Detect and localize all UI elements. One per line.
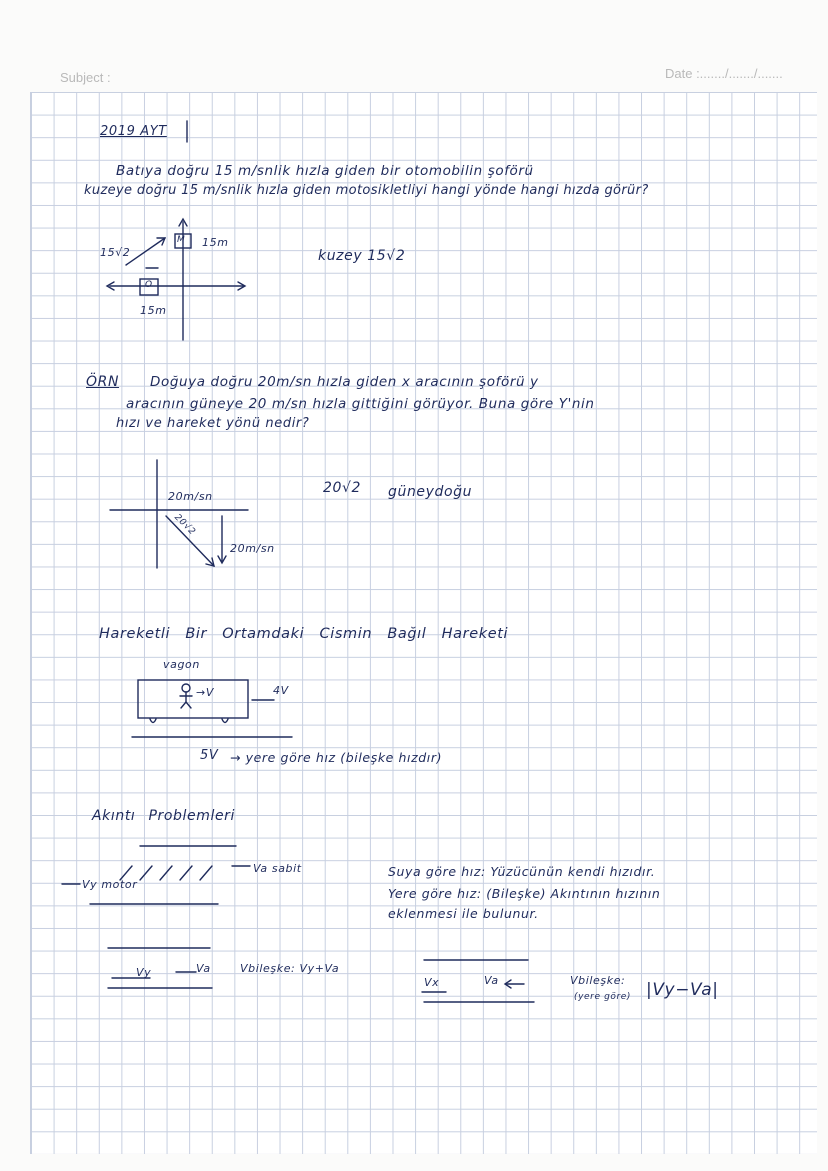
section3-title: Hareketli Bir Ortamdaki Cismin Bağıl Hareketi [99,626,509,642]
section3-person-velocity: →V [196,686,214,699]
section3-summary-value: 5V [200,748,219,763]
section4-def-line2: Yere göre hız: (Bileşke) Akıntının hızının [388,886,661,901]
section1-answer: kuzey 15√2 [318,248,406,264]
section2-east-label: 20m/sn [168,490,213,503]
s1-box-o [140,279,158,295]
section2-resultant-label: 20√2 [172,512,198,538]
river-hatch-3 [160,866,172,880]
river-hatch-2 [140,866,152,880]
section2-line1: Doğuya doğru 20m/sn hızla giden x aracının şoförü y [150,374,539,390]
section2-line2: aracının güneye 20 m/sn hızla gittiğini görüyor. Buna göre Y'nin [126,396,595,412]
s2-resultant [166,516,214,566]
section3-wagon-label: vagon [163,658,200,671]
section4-case2-formula-note: (yere göre) [574,992,632,1002]
section3-wagon-velocity: 4V [273,684,289,697]
section4-case1-va: Va [196,962,211,975]
subject-label: Subject : [60,70,111,85]
section4-case2-formula-label: Vbileşke: [570,974,626,987]
section4-case1-vy: Vy [136,966,152,979]
section2-answer-direction: güneydoğu [388,484,473,500]
wagon-wheel-left [150,719,156,723]
section4-current-label: Va sabit [253,862,302,875]
river-hatch-5 [200,866,212,880]
section2-south-label: 20m/sn [230,542,275,555]
section1-box-o: O [145,280,153,290]
date-label: Date :......./......./....... [665,66,783,81]
section4-def-line1: Suya göre hız: Yüzücünün kendi hızıdır. [388,864,656,879]
section1-question-line1: Batıya doğru 15 m/snlik hızla giden bir otomobilin şoförü [116,163,534,179]
section4-title: Akıntı Problemleri [92,808,236,824]
s1-resultant [126,238,165,265]
section2-answer-value: 20√2 [323,480,362,496]
section1-resultant-label: 15√2 [100,246,131,259]
section2-label: ÖRN [86,374,120,390]
section1-heading: 2019 AYT [100,124,167,139]
section2-line3: hızı ve hareket yönü nedir? [116,416,310,431]
section1-west-label: 15m [140,304,167,317]
wagon-body [138,680,248,718]
river-hatch-4 [180,866,192,880]
section1-question-line2: kuzeye doğru 15 m/snlik hızla giden motosikletliyi hangi yönde hangi hızda görür? [84,183,649,198]
wagon-wheel-right [222,719,228,723]
section4-case2-vx: Vx [424,976,440,989]
section4-case2-formula: |Vy−Va| [646,980,719,1000]
river-hatch-1 [120,866,132,880]
person-legs [181,702,191,708]
person-head [182,684,190,692]
section4-case1-formula: Vbileşke: Vy+Va [240,962,340,975]
section1-north-label: 15m [202,236,229,249]
section4-motor-label: Vy motor [82,878,138,891]
section4-def-line3: eklenmesi ile bulunur. [388,906,539,921]
section1-box-m: M [177,235,186,245]
section3-summary-text: → yere göre hız (bileşke hızdır) [230,750,443,765]
section4-case2-va: Va [484,974,499,987]
